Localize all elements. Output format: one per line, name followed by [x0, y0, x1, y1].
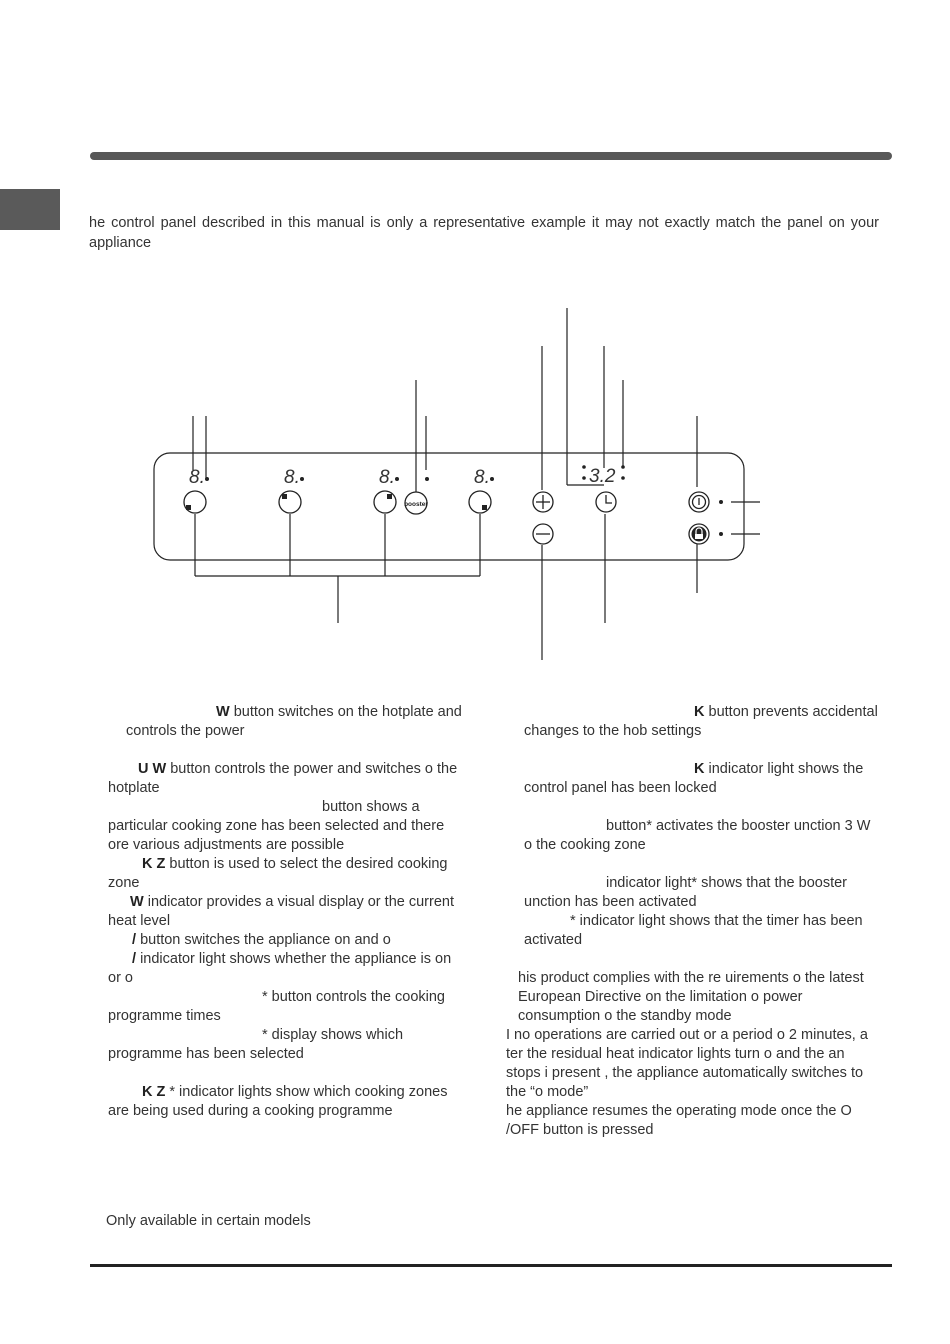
control-panel-outline: [154, 453, 744, 560]
description-item: indicator light* shows that the booster unction has been activated: [524, 875, 847, 910]
zone-2-display: 8.: [284, 467, 300, 488]
minus-button[interactable]: [533, 524, 553, 544]
plus-button[interactable]: [533, 492, 553, 512]
zone-3-display: 8.: [379, 467, 395, 488]
standby-note: his product complies with the re uirements o the latest European Directive on the limitation o power consumption o the standby mode: [518, 970, 864, 1024]
zone-4-indicator-light: [490, 477, 494, 481]
description-item: * button controls the cooking programme times: [108, 989, 445, 1024]
description-item: * display shows which programme has been selected: [108, 1027, 404, 1062]
timer-zone-indicator: [582, 465, 586, 469]
zone-4-button[interactable]: [469, 491, 491, 513]
timer-zone-indicator: [582, 476, 586, 480]
lock-indicator-light: [719, 532, 723, 536]
booster-button[interactable]: [404, 492, 428, 514]
timer-button[interactable]: [596, 492, 616, 512]
zone-3-button[interactable]: [374, 491, 396, 513]
control-panel-diagram: [0, 290, 950, 670]
zone-1-display: 8.: [189, 467, 205, 488]
zone-2-button[interactable]: [279, 491, 301, 513]
footnote: Only available in certain models: [106, 1213, 311, 1229]
standby-note: he appliance resumes the operating mode once the O /OFF button is pressed: [506, 1103, 852, 1138]
description-item: K Z * indicator lights show which cooking zones are being used during a cooking programme: [108, 1084, 448, 1119]
timer-display: 3.2: [589, 466, 616, 487]
description-item: W button switches on the hotplate and controls the power: [126, 704, 462, 739]
description-item: K Z button is used to select the desired cooking zone: [108, 856, 448, 891]
power-indicator-light: [719, 500, 723, 504]
standby-note: I no operations are carried out or a period o 2 minutes, a ter the residual heat indicator lights turn o and the an stops i present , the appliance automatically switches to the “o mode”: [506, 1027, 868, 1100]
description-item: * indicator light shows that the timer has been activated: [524, 913, 863, 948]
zone-3-indicator-light: [395, 477, 399, 481]
lock-button[interactable]: [689, 524, 709, 544]
zone-1-button[interactable]: [184, 491, 206, 513]
timer-zone-indicator: [621, 476, 625, 480]
zone-4-display: 8.: [474, 467, 490, 488]
description-item: button* activates the booster unction 3 W o the cooking zone: [524, 818, 871, 853]
intro-paragraph: he control panel described in this manual is only a representative example it may not exactly match the panel on your appliance: [89, 215, 879, 251]
description-item: / button switches the appliance on and o: [132, 932, 391, 948]
description-item: U W button controls the power and switches o the hotplate: [108, 761, 458, 796]
description-item: K button prevents accidental changes to the hob settings: [524, 704, 878, 739]
power-button[interactable]: [689, 492, 709, 512]
right-description-column: [506, 703, 880, 1140]
description-item: button shows a particular cooking zone has been selected and there ore various adjustments are possible: [108, 799, 445, 853]
description-item: / indicator light shows whether the appliance is on or o: [108, 951, 452, 986]
description-item: W indicator provides a visual display or the current heat level: [108, 894, 454, 929]
zone-position-icon: [482, 505, 487, 510]
section-tab: [0, 189, 60, 230]
zone-position-icon: [387, 494, 392, 499]
timer-zone-indicator: [621, 465, 625, 469]
zone-1-indicator-light: [205, 477, 209, 481]
zone-2-indicator-light: [300, 477, 304, 481]
booster-indicator-light: [425, 477, 429, 481]
booster-label: booster: [404, 501, 428, 508]
bottom-rule: [90, 1264, 892, 1267]
description-item: K indicator light shows the control panel has been locked: [524, 761, 864, 796]
section-title-bar: [90, 152, 892, 160]
zone-position-icon: [186, 505, 191, 510]
zone-position-icon: [282, 494, 287, 499]
left-description-column: [108, 703, 464, 1121]
